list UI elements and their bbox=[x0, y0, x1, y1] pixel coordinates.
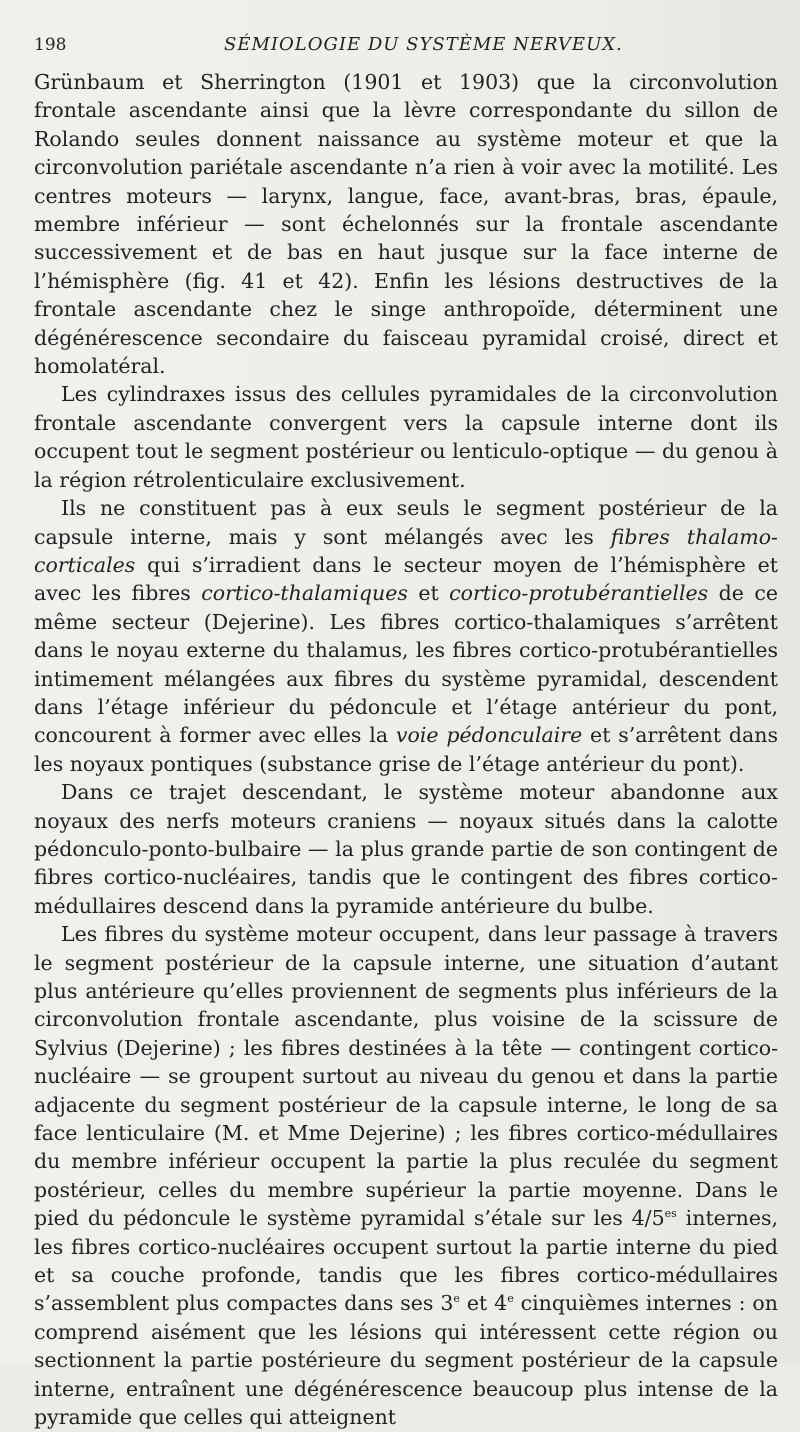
text-segment: internes, les fibres cortico-nucléaires occupent surtout la partie interne du pied et sa couche profonde, tandis que les fibres cortico-médullaires s’assemblent plus compactes dans ses 3 bbox=[34, 1206, 778, 1316]
text-segment: qui s’irradient dans le secteur moyen de l’hémisphère et avec les fibres bbox=[34, 552, 778, 606]
text-segment: Les fibres du système moteur occupent, dans leur passage à travers le segment postérieur de la capsule interne, une situation d’autant plus antérieure qu’elles proviennent de segments plus inférieurs de la circonvolution frontale ascendante, plus voisine de la scissure de Sylvius (Dejerine) ; les fibres destinées à la tête — contingent cortico-nucléaire — se groupent surtout au niveau du genou et dans la partie adjacente du segment postérieur de la capsule interne, le long de sa face lenticulaire (M. et Mme Dejerine) ; les fibres cortico-médullaires du membre inférieur occupent la partie la plus reculée du segment postérieur, celles du membre supérieur la partie moyenne. Dans le pied du pédoncule le système pyramidal s’étale sur les 4/5 bbox=[34, 922, 778, 1231]
text-segment: et bbox=[407, 581, 450, 606]
paragraph-4 bbox=[34, 778, 778, 920]
paragraph-3 bbox=[34, 494, 778, 778]
text-segment: Les cylindraxes issus des cellules pyramidales de la circonvolution frontale ascendante convergent vers la capsule interne dont ils occupent tout le segment postérieur ou lenticulo-optique — du genou à la région rétrolenticulaire exclusivement. bbox=[34, 382, 778, 492]
paragraph-1 bbox=[34, 68, 778, 380]
text-segment: Ils ne constituent pas à eux seuls le segment postérieur de la capsule interne, mais y sont mélangés avec les bbox=[34, 496, 778, 549]
running-title: SÉMIOLOGIE DU SYSTÈME NERVEUX. bbox=[224, 34, 623, 55]
text-segment: de ce même secteur (Dejerine). Les fibres cortico-thalamiques s’arrêtent dans le noyau externe du thalamus, les fibres cortico-protubérantielles intimement mélangées aux fibres du système pyramidal, descendent dans l’étage inférieur du pédoncule et l’étage antérieur du pont, concourent à former avec elles la bbox=[34, 581, 778, 748]
text-segment: Grünbaum et Sherrington (1901 et 1903) que la circonvolution frontale ascendante ainsi que la lèvre correspondante du sillon de Rolando seules donnent naissance au système moteur et que la circonvolution pariétale ascendante n’a rien à voir avec la motilité. Les centres moteurs — larynx, langue, face, avant-bras, bras, épaule, membre inférieur — sont échelonnés sur la frontale ascendante successivement et de bas en haut jusque sur la face interne de l’hémisphère (fig. 41 et 42). Enfin les lésions destructives de la frontale ascendante chez le singe anthropoïde, déterminent une dégénérescence secondaire du faisceau pyramidal croisé, direct et homolatéral. bbox=[34, 70, 778, 379]
superscript-es: es bbox=[664, 1207, 677, 1221]
text-segment: et s’arrêtent dans les noyaux pontiques (substance grise de l’étage antérieur du pont). bbox=[34, 723, 778, 776]
superscript-e: e bbox=[453, 1292, 460, 1306]
text-segment: cinquièmes internes : on comprend aisément que les lésions qui intéressent cette région ou sectionnent la partie postérieure du segment postérieur de la capsule interne, entraînent une dégénérescence beaucoup plus intense de la pyramide que celles qui atteignent bbox=[34, 1291, 778, 1430]
italic-term-voie-pedonculaire: voie pédonculaire bbox=[395, 723, 583, 748]
page-header bbox=[34, 34, 778, 66]
text-segment: et 4 bbox=[459, 1291, 508, 1316]
italic-term-cortico-protuberantielles: cortico-protubérantielles bbox=[449, 581, 709, 606]
paragraph-5 bbox=[34, 920, 778, 1431]
italic-term-cortico-thalamiques: cortico-thalamiques bbox=[201, 581, 408, 606]
text-segment: Dans ce trajet descendant, le système moteur abandonne aux noyaux des nerfs moteurs craniens — noyaux situés dans la calotte pédonculo-ponto-bulbaire — la plus grande partie de son contingent de fibres cortico-nucléaires, tandis que le contingent des fibres cortico-médullaires descend dans la pyramide antérieure du bulbe. bbox=[34, 780, 778, 918]
page-number: 198 bbox=[34, 35, 67, 55]
italic-term-fibres-thalamo-corticales: fibres thalamo-corticales bbox=[34, 524, 778, 577]
body-text bbox=[34, 68, 778, 1432]
paragraph-2 bbox=[34, 380, 778, 494]
superscript-e: e bbox=[507, 1292, 514, 1306]
